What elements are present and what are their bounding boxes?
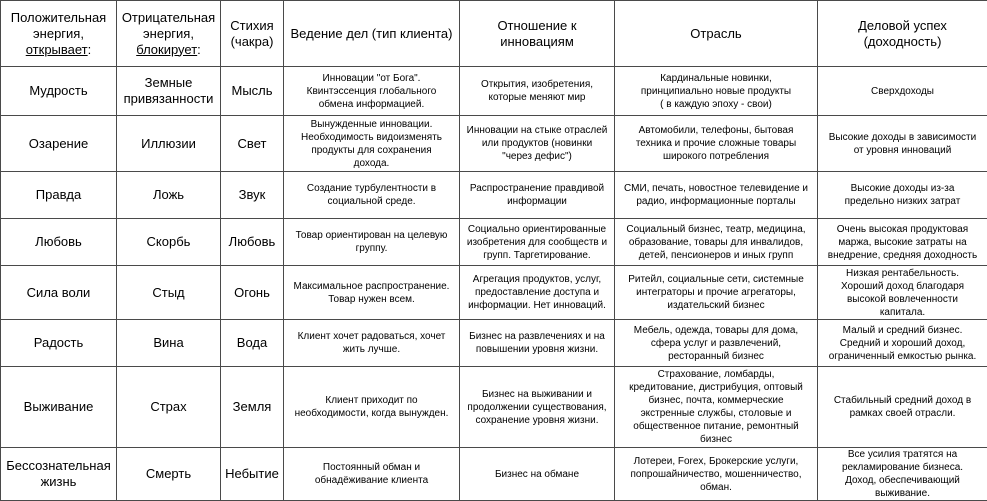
positive-energy-cell: [1, 448, 117, 501]
industry-cell-line: Ритейл, социальные сети, системные: [618, 273, 814, 286]
element-cell-text: Любовь: [224, 234, 280, 250]
innovation-cell: [460, 219, 615, 266]
element-cell-text: Звук: [224, 187, 280, 203]
business-cell-line: обнадёживание клиента: [287, 474, 456, 487]
header-positive-line1: Положительная: [11, 10, 106, 25]
header-success-line2: (доходность): [864, 34, 942, 49]
industry-cell-line: Мебель, одежда, товары для дома,: [618, 324, 814, 337]
innovation-cell-line: групп. Таргетирование.: [463, 249, 611, 262]
success-cell-line: внедрение, средняя доходность: [821, 249, 984, 262]
success-cell: [818, 172, 987, 219]
innovation-cell-line: Бизнес на обмане: [463, 468, 611, 481]
industry-cell-line: широкого потребления: [618, 150, 814, 163]
business-cell-line: обмена информацией.: [287, 98, 456, 111]
success-cell-line: высокой вовлеченности: [821, 293, 984, 306]
positive-energy-cell-line: Правда: [4, 187, 113, 203]
success-cell-line: капитала.: [821, 306, 984, 319]
element-cell: [221, 116, 284, 172]
header-row: [1, 1, 987, 67]
header-element-line1: Стихия: [230, 18, 273, 33]
innovation-cell-line: Социально ориентированные: [463, 223, 611, 236]
negative-energy-cell-line: Ложь: [120, 187, 217, 203]
business-cell: [284, 67, 460, 116]
industry-cell: [615, 320, 818, 367]
business-cell-line: Клиент приходит по: [287, 394, 456, 407]
innovation-cell: [460, 320, 615, 367]
business-cell: [284, 219, 460, 266]
positive-energy-cell-line: Радость: [4, 335, 113, 351]
table-row: [1, 367, 987, 448]
business-cell: [284, 367, 460, 448]
element-cell-text: Вода: [224, 335, 280, 351]
element-cell: [221, 67, 284, 116]
industry-cell-line: кредитование, дистрибуция, оптовый: [618, 381, 814, 394]
success-cell-line: Сверхдоходы: [821, 85, 984, 98]
header-innovation-line1: Отношение к: [497, 18, 576, 33]
industry-cell: [615, 266, 818, 320]
negative-energy-cell-line: Страх: [120, 399, 217, 415]
business-cell: [284, 172, 460, 219]
negative-energy-cell-line: Земные: [120, 75, 217, 91]
header-negative-line2: энергия,: [143, 26, 194, 41]
industry-cell: [615, 367, 818, 448]
industry-cell-line: детей, пенсионеров и иных групп: [618, 249, 814, 262]
business-cell-line: Инновации "от Бога".: [287, 72, 456, 85]
header-industry: [615, 1, 818, 67]
innovation-cell: [460, 266, 615, 320]
table-row: [1, 67, 987, 116]
success-cell-line: Очень высокая продуктовая: [821, 223, 984, 236]
positive-energy-cell-line: Выживание: [4, 399, 113, 415]
success-cell: [818, 448, 987, 501]
success-cell-line: ограниченный емкостью рынка.: [821, 350, 984, 363]
success-cell-line: предельно низких затрат: [821, 195, 984, 208]
innovation-cell-line: повышении уровня жизни.: [463, 343, 611, 356]
success-cell: [818, 320, 987, 367]
success-cell-line: Низкая рентабельность.: [821, 267, 984, 280]
business-cell-line: Необходимость видоизменять: [287, 131, 456, 144]
industry-cell-line: попрошайничество, мошенничество,: [618, 468, 814, 481]
industry-cell: [615, 172, 818, 219]
business-cell-line: группу.: [287, 242, 456, 255]
element-cell-text: Огонь: [224, 285, 280, 301]
innovation-cell-line: информации: [463, 195, 611, 208]
innovation-cell-line: продолжении существования,: [463, 401, 611, 414]
industry-cell-line: бизнес, почта, коммерческие: [618, 394, 814, 407]
business-cell-line: необходимости, когда вынужден.: [287, 407, 456, 420]
success-cell: [818, 116, 987, 172]
success-cell: [818, 219, 987, 266]
table-row: [1, 219, 987, 266]
positive-energy-cell-line: Озарение: [4, 136, 113, 152]
business-cell-line: Квинтэссенция глобального: [287, 85, 456, 98]
industry-cell-line: Социальный бизнес, театр, медицина,: [618, 223, 814, 236]
header-negative-line1: Отрицательная: [122, 10, 215, 25]
industry-cell-line: сфера услуг и развлечений,: [618, 337, 814, 350]
negative-energy-cell-line: Иллюзии: [120, 136, 217, 152]
positive-energy-cell-line: Мудрость: [4, 83, 113, 99]
table-row: [1, 448, 987, 501]
innovation-cell-line: сохранение уровня жизни.: [463, 414, 611, 427]
innovation-cell-line: Распространение правдивой: [463, 182, 611, 195]
business-cell-line: Товар нужен всем.: [287, 293, 456, 306]
positive-energy-cell: [1, 67, 117, 116]
success-cell-line: Высокие доходы в зависимости: [821, 131, 984, 144]
element-cell: [221, 266, 284, 320]
positive-energy-cell: [1, 320, 117, 367]
innovation-cell-line: которые меняют мир: [463, 91, 611, 104]
innovation-cell-line: информации. Нет инноваций.: [463, 299, 611, 312]
business-cell-line: дохода.: [287, 157, 456, 170]
industry-cell-line: образование, товары для инвалидов,: [618, 236, 814, 249]
positive-energy-cell-line: Любовь: [4, 234, 113, 250]
table-row: [1, 266, 987, 320]
industry-cell-line: обман.: [618, 481, 814, 494]
innovation-cell-line: Открытия, изобретения,: [463, 78, 611, 91]
industry-cell-line: радио, информационные порталы: [618, 195, 814, 208]
innovation-cell-line: Инновации на стыке отраслей: [463, 124, 611, 137]
business-cell-line: социальной среде.: [287, 195, 456, 208]
element-cell: [221, 367, 284, 448]
business-cell-line: Создание турбулентности в: [287, 182, 456, 195]
negative-energy-cell: [117, 67, 221, 116]
header-innovation-line2: инновациям: [500, 34, 574, 49]
header-success: [818, 1, 987, 67]
success-cell-line: Высокие доходы из-за: [821, 182, 984, 195]
negative-energy-cell: [117, 367, 221, 448]
industry-cell: [615, 116, 818, 172]
success-cell: [818, 67, 987, 116]
business-cell-line: продукты для сохранения: [287, 144, 456, 157]
industry-cell-line: принципиально новые продукты: [618, 85, 814, 98]
innovation-cell-line: или продуктов (новинки: [463, 137, 611, 150]
positive-energy-cell: [1, 172, 117, 219]
industry-cell-line: интеграторы и прочие агрегаторы,: [618, 286, 814, 299]
industry-cell-line: бизнес: [618, 433, 814, 446]
negative-energy-cell-line: Стыд: [120, 285, 217, 301]
success-cell-line: Хороший доход благодаря: [821, 280, 984, 293]
header-positive-line2: энергия,: [33, 26, 84, 41]
header-element: [221, 1, 284, 67]
success-cell-line: рамках своей отрасли.: [821, 407, 984, 420]
innovation-cell: [460, 116, 615, 172]
success-cell-line: Все усилия тратятся на: [821, 448, 984, 461]
business-cell-line: жить лучше.: [287, 343, 456, 356]
positive-energy-cell-line: Бессознательная: [4, 458, 113, 474]
innovation-cell-line: Бизнес на выживании и: [463, 388, 611, 401]
innovation-cell: [460, 67, 615, 116]
element-cell-text: Свет: [224, 136, 280, 152]
negative-energy-cell-line: Смерть: [120, 466, 217, 482]
header-business: [284, 1, 460, 67]
negative-energy-cell-line: привязанности: [120, 91, 217, 107]
industry-cell-line: издательский бизнес: [618, 299, 814, 312]
industry-cell-line: ( в каждую эпоху - свои): [618, 98, 814, 111]
positive-energy-cell-line: жизнь: [4, 474, 113, 490]
negative-energy-cell: [117, 266, 221, 320]
success-cell-line: от уровня инноваций: [821, 144, 984, 157]
negative-energy-cell: [117, 320, 221, 367]
table-row: [1, 172, 987, 219]
industry-cell: [615, 67, 818, 116]
header-industry-line1: Отрасль: [690, 26, 741, 41]
industry-cell-line: Страхование, ломбарды,: [618, 368, 814, 381]
header-negative-line3: блокирует: [136, 42, 197, 57]
negative-energy-cell: [117, 116, 221, 172]
business-cell: [284, 320, 460, 367]
positive-energy-cell: [1, 266, 117, 320]
positive-energy-cell: [1, 367, 117, 448]
business-cell-line: Постоянный обман и: [287, 461, 456, 474]
table-row: [1, 320, 987, 367]
success-cell-line: Стабильный средний доход в: [821, 394, 984, 407]
negative-energy-cell: [117, 219, 221, 266]
industry-cell-line: ресторанный бизнес: [618, 350, 814, 363]
success-cell-line: рекламирование бизнеса.: [821, 461, 984, 474]
header-negative-colon: :: [197, 42, 201, 57]
element-cell: [221, 219, 284, 266]
negative-energy-cell-line: Скорбь: [120, 234, 217, 250]
positive-energy-cell-line: Сила воли: [4, 285, 113, 301]
positive-energy-cell: [1, 116, 117, 172]
success-cell: [818, 266, 987, 320]
industry-cell-line: Лотереи, Forex, Брокерские услуги,: [618, 455, 814, 468]
header-positive-energy: [1, 1, 117, 67]
success-cell-line: маржа, высокие затраты на: [821, 236, 984, 249]
business-cell: [284, 116, 460, 172]
business-cell: [284, 448, 460, 501]
table-row: [1, 116, 987, 172]
header-positive-colon: :: [88, 42, 92, 57]
header-innovation: [460, 1, 615, 67]
success-cell-line: Малый и средний бизнес.: [821, 324, 984, 337]
industry-cell-line: СМИ, печать, новостное телевидение и: [618, 182, 814, 195]
header-positive-line3: открывает: [26, 42, 88, 57]
element-cell: [221, 448, 284, 501]
positive-energy-cell: [1, 219, 117, 266]
header-negative-energy: [117, 1, 221, 67]
business-cell-line: Товар ориентирован на целевую: [287, 229, 456, 242]
element-cell: [221, 172, 284, 219]
negative-energy-cell: [117, 448, 221, 501]
industry-cell: [615, 219, 818, 266]
element-cell-text: Земля: [224, 399, 280, 415]
innovation-cell-line: "через дефис"): [463, 150, 611, 163]
negative-energy-cell: [117, 172, 221, 219]
header-business-line1: Ведение дел (тип клиента): [291, 26, 453, 41]
innovation-cell-line: Агрегация продуктов, услуг,: [463, 273, 611, 286]
industry-cell: [615, 448, 818, 501]
business-cell-line: Вынужденные инновации.: [287, 118, 456, 131]
industry-cell-line: техника и прочие сложные товары: [618, 137, 814, 150]
negative-energy-cell-line: Вина: [120, 335, 217, 351]
innovation-cell: [460, 172, 615, 219]
industry-cell-line: экстренные службы, столовые и: [618, 407, 814, 420]
innovation-cell: [460, 367, 615, 448]
innovation-cell: [460, 448, 615, 501]
industry-cell-line: Автомобили, телефоны, бытовая: [618, 124, 814, 137]
innovation-cell-line: предоставление доступа и: [463, 286, 611, 299]
industry-cell-line: общественное питание, ремонтный: [618, 420, 814, 433]
header-success-line1: Деловой успех: [858, 18, 947, 33]
element-cell: [221, 320, 284, 367]
element-cell-text: Небытие: [224, 466, 280, 482]
success-cell-line: выживание.: [821, 487, 984, 500]
success-cell-line: Средний и хороший доход,: [821, 337, 984, 350]
element-cell-text: Мысль: [224, 83, 280, 99]
header-element-line2: (чакра): [231, 34, 274, 49]
business-cell-line: Клиент хочет радоваться, хочет: [287, 330, 456, 343]
success-cell: [818, 367, 987, 448]
innovation-cell-line: Бизнес на развлечениях и на: [463, 330, 611, 343]
industry-cell-line: Кардинальные новинки,: [618, 72, 814, 85]
innovation-cell-line: изобретения для сообществ и: [463, 236, 611, 249]
business-cell: [284, 266, 460, 320]
business-cell-line: Максимальное распространение.: [287, 280, 456, 293]
success-cell-line: Доход, обеспечивающий: [821, 474, 984, 487]
